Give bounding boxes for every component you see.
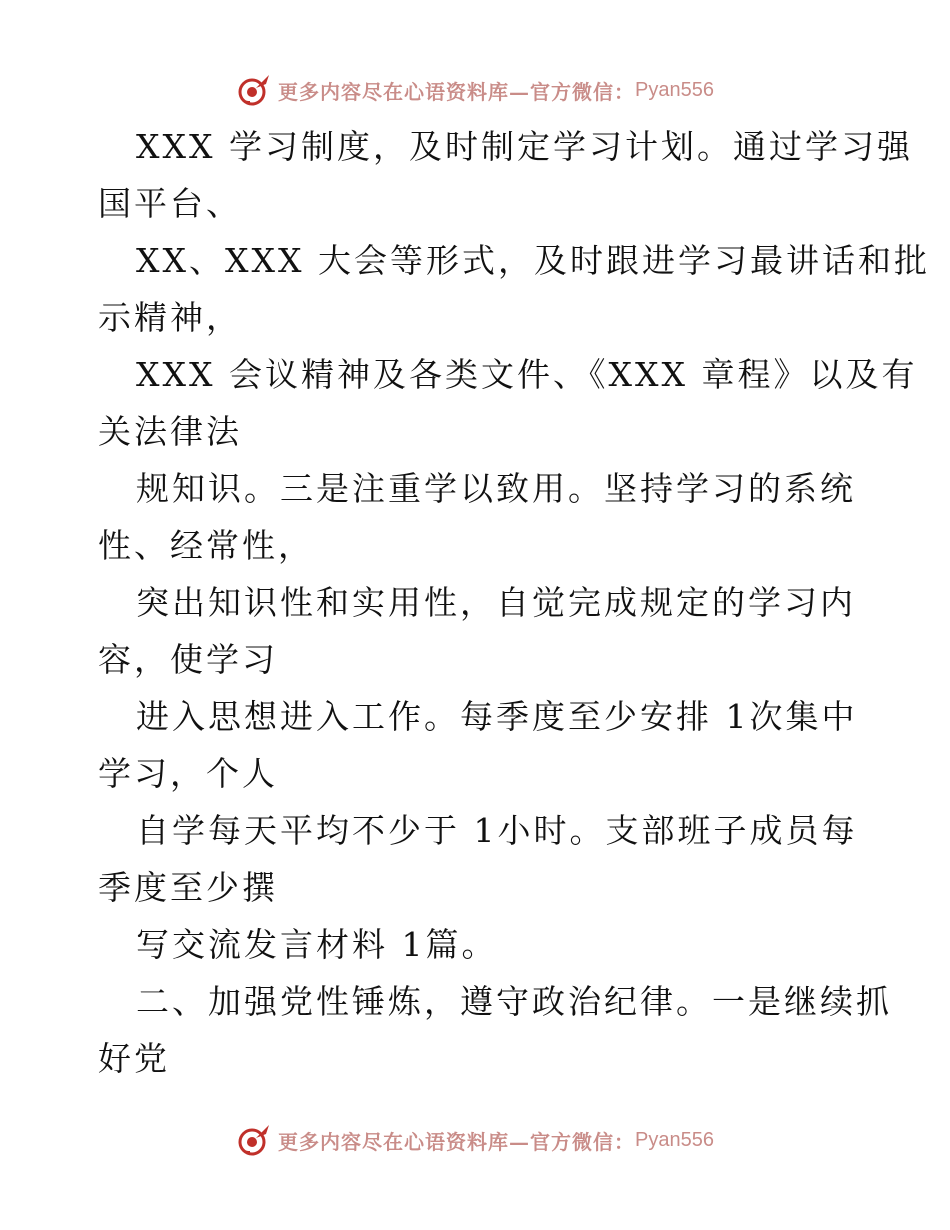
text-line: 关法律法: [98, 412, 242, 451]
text-line: 规知识。三是注重学以致用。坚持学习的系统: [136, 469, 856, 508]
text-line: 进入思想进入工作。每季度至少安排 1次集中: [136, 697, 858, 736]
text-line: 容，使学习: [98, 640, 278, 679]
text-line: 好党: [98, 1039, 170, 1078]
footer-watermark: [0, 1120, 950, 1160]
watermark-wechat-id: Pyan556: [635, 1128, 714, 1151]
text-line: XXX 会议精神及各类文件、《XXX 章程》以及有: [136, 355, 918, 394]
text-line: 写交流发言材料 1篇。: [136, 925, 498, 964]
text-line: 二、加强党性锤炼，遵守政治纪律。一是继续抓: [136, 982, 892, 1021]
text-line: XX、XXX 大会等形式，及时跟进学习最讲话和批: [136, 241, 930, 280]
watermark-text: 更多内容尽在心语资料库—官方微信：: [278, 79, 636, 104]
text-line: 季度至少撰: [98, 868, 278, 907]
text-line: 性、经常性，: [98, 526, 314, 565]
quill-logo-icon: [236, 72, 272, 108]
text-line: 示精神，: [98, 298, 242, 337]
document-body: [98, 118, 930, 1087]
quill-logo-icon: [236, 1122, 272, 1158]
text-line: XXX 学习制度，及时制定学习计划。通过学习强: [136, 127, 913, 166]
text-line: 学习，个人: [98, 754, 278, 793]
text-line: 自学每天平均不少于 1小时。支部班子成员每: [136, 811, 858, 850]
text-line: 突出知识性和实用性，自觉完成规定的学习内: [136, 583, 856, 622]
watermark-wechat-id: Pyan556: [635, 78, 714, 101]
header-watermark: [0, 70, 950, 110]
watermark-text: 更多内容尽在心语资料库—官方微信：: [278, 1129, 636, 1154]
text-line: 国平台、: [98, 184, 242, 223]
